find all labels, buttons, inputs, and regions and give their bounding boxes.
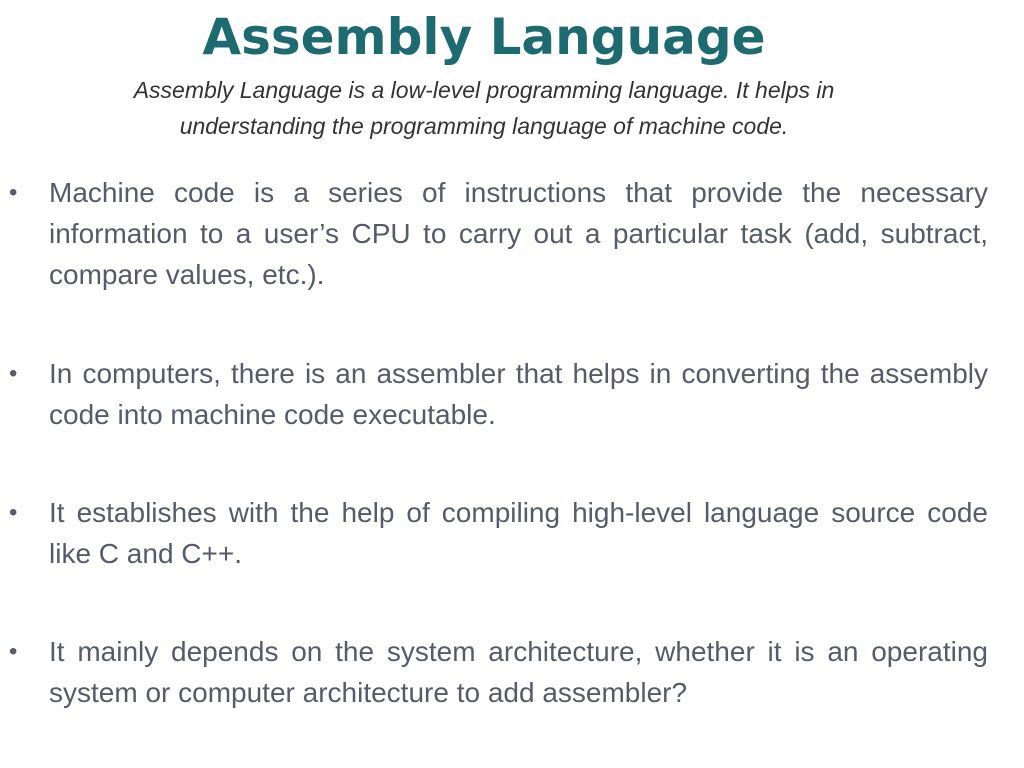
bullet-icon: • <box>9 499 18 526</box>
bullet-text: It mainly depends on the system architecture, whether it is an operating system or computer architecture to add assembler? <box>49 636 988 708</box>
slide-subtitle: Assembly Language is a low-level programming language. It helps in understanding the programming language of machine code. <box>133 77 835 139</box>
bullet-icon: • <box>9 360 18 387</box>
bullet-text: Machine code is a series of instructions that provide the necessary information to a user’s CPU to carry out a particular task (add, subtract, compare values, etc.). <box>49 177 988 290</box>
bullet-icon: • <box>9 179 18 206</box>
slide-title: Assembly Language <box>202 8 766 66</box>
bullet-icon: • <box>9 638 18 665</box>
bullet-text: In computers, there is an assembler that helps in converting the assembly code into machine code executable. <box>49 358 988 430</box>
bullet-text: It establishes with the help of compiling high-level language source code like C and C++. <box>49 497 988 569</box>
